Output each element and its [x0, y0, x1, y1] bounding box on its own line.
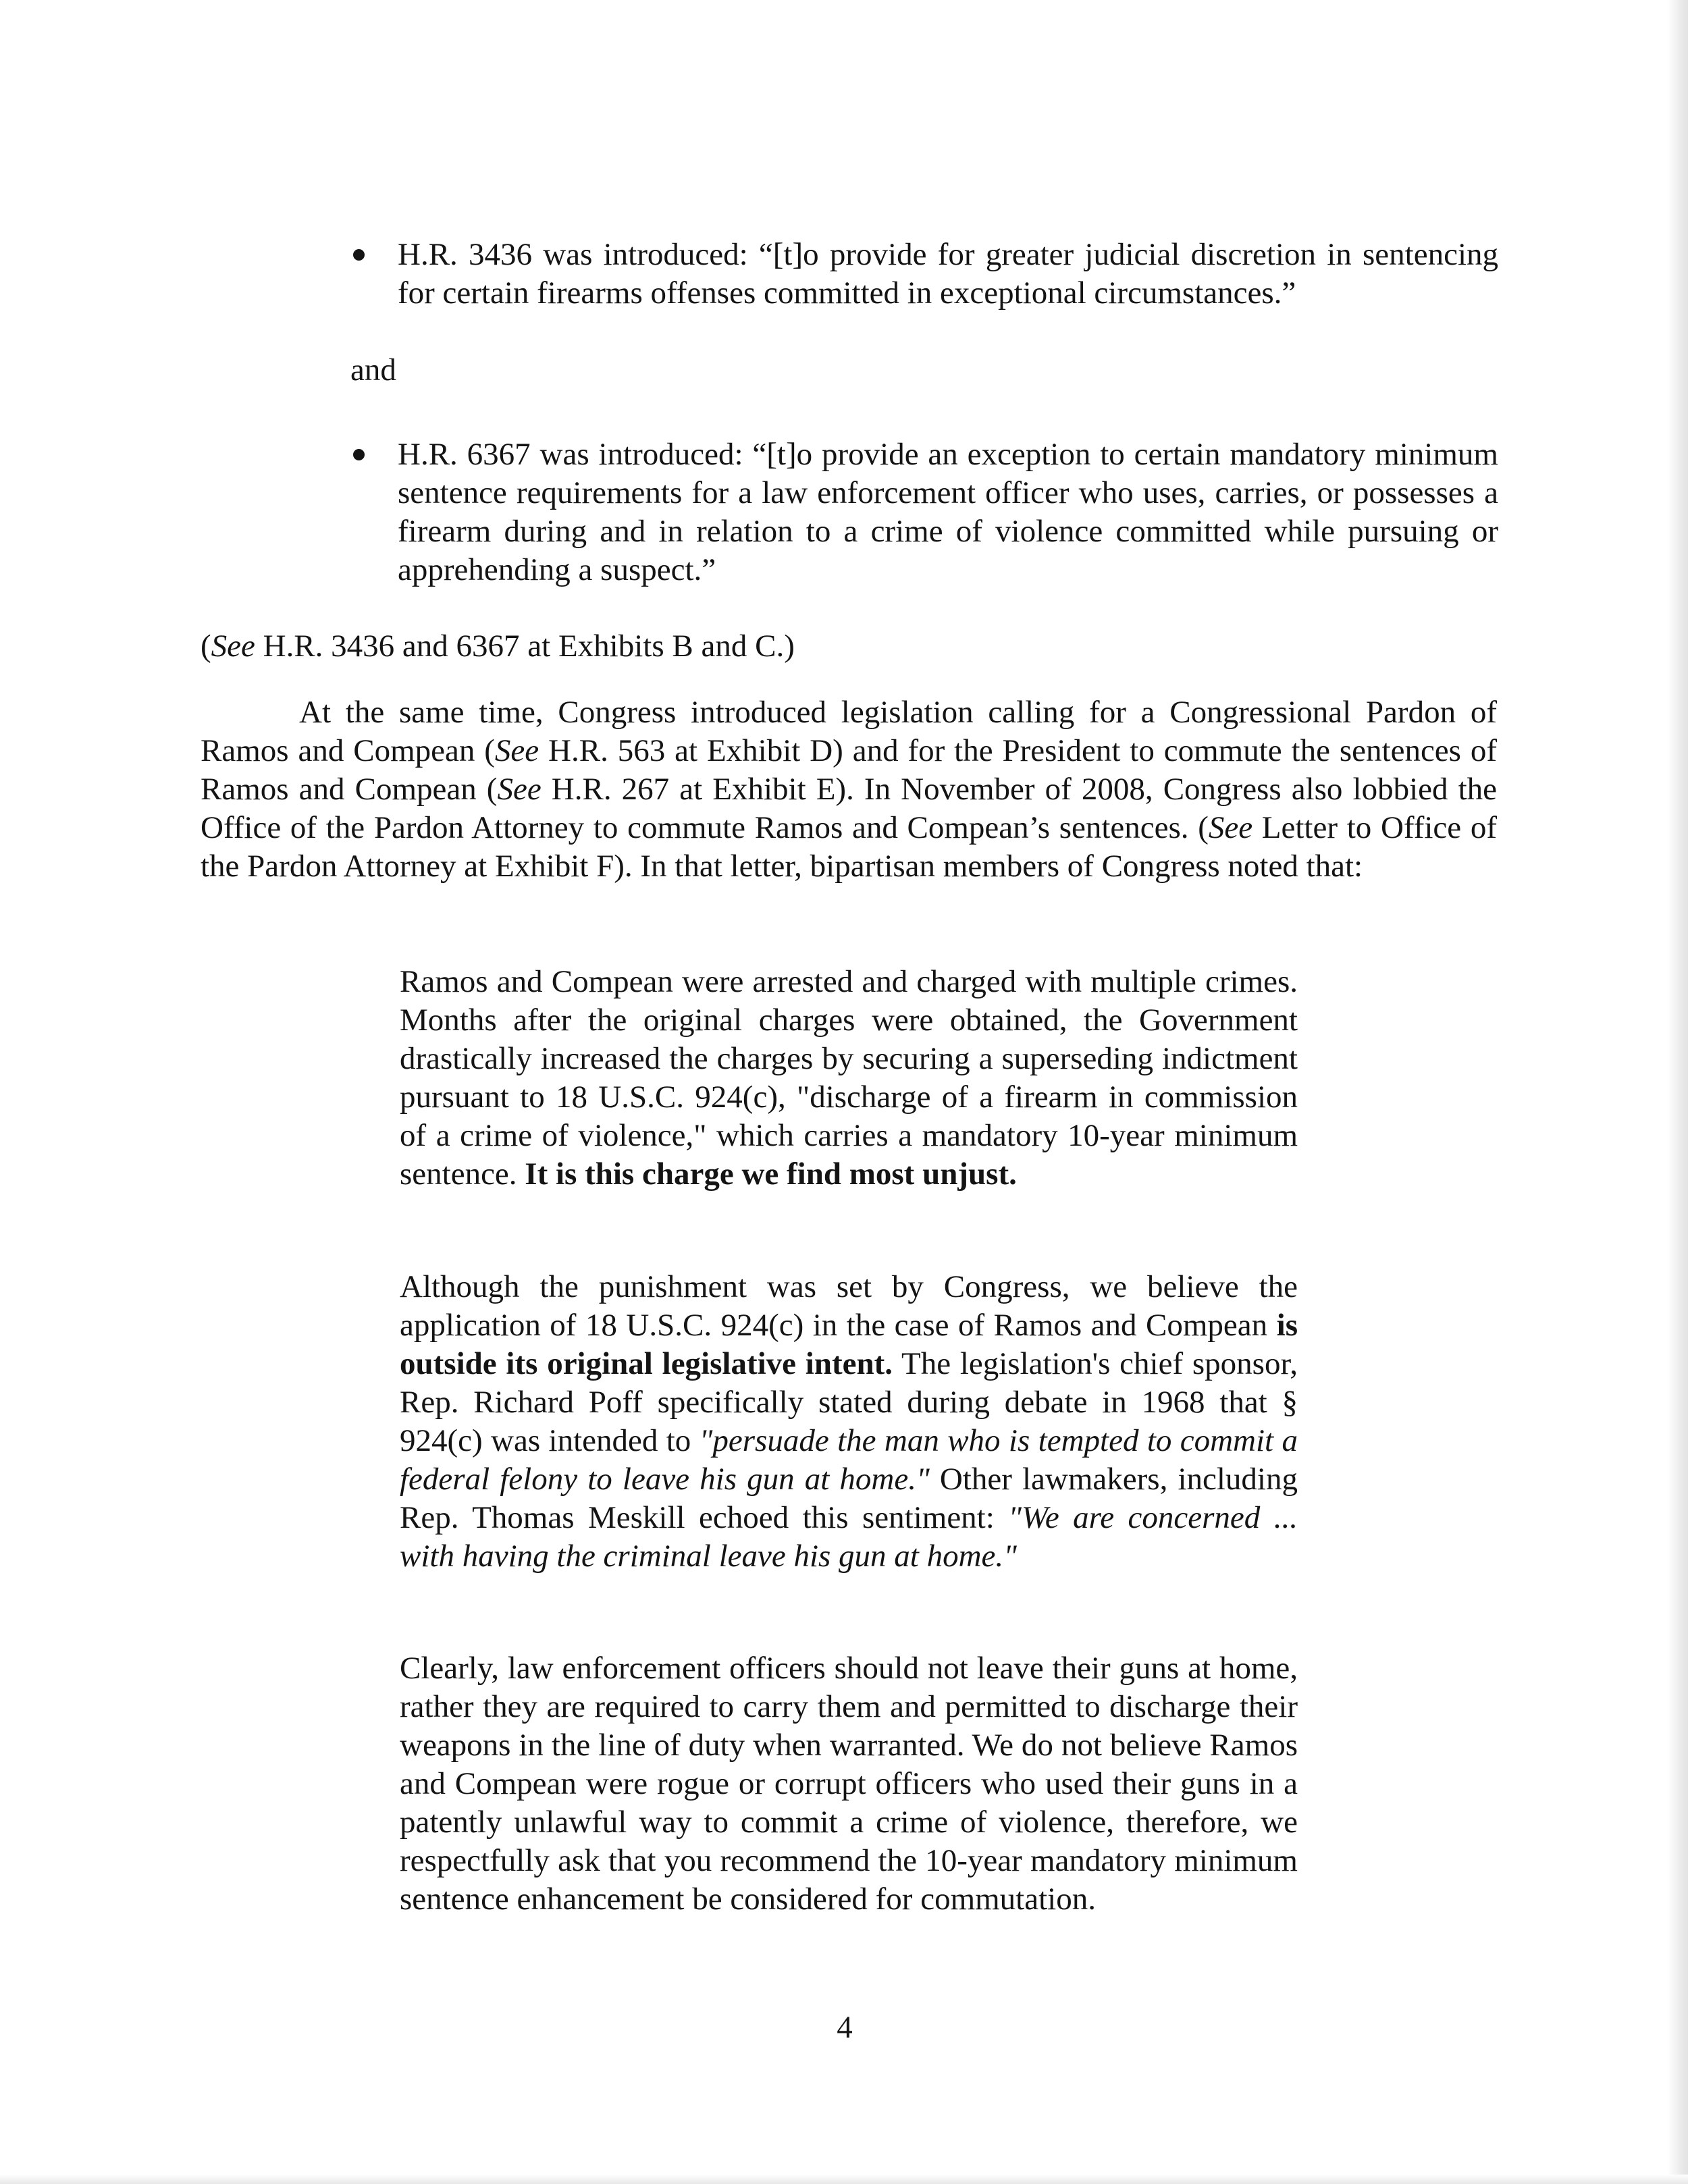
- paragraph-text: H.R. 267 at Exhibit E). In November of 2008, Congress also lobbied the Office of the Pardon Attorney to commute Ramos and Compean’s sentences. (: [201, 772, 1497, 845]
- open-paren: (: [201, 629, 211, 664]
- block-quote-1: [400, 963, 1298, 1194]
- bullet-text: H.R. 6367 was introduced: “[t]o provide an exception to certain mandatory minimum sentence requirements for a law enforcement officer who uses, carries, or possesses a firearm during and in relation to a crime of violence committed while pursuing or apprehending a suspect.”: [398, 437, 1498, 587]
- quote-italic: "persuade the man who is tempted to commit a federal felony to leave his gun at home.": [400, 1423, 1298, 1497]
- paragraph-text: H.R. 563 at Exhibit D) and for the President to commute the sentences of Ramos and Compean (: [201, 733, 1498, 807]
- see-signal: See: [497, 772, 542, 807]
- quote-emphasis: It is this charge we find most unjust.: [525, 1156, 1017, 1192]
- page-edge-shadow: [1668, 0, 1688, 2184]
- citation-rest: H.R. 3436 and 6367 at Exhibits B and C.): [255, 629, 795, 664]
- exhibit-citation: [201, 627, 795, 666]
- connector-and: and: [350, 352, 396, 388]
- body-paragraph: [201, 693, 1497, 886]
- paragraph-text: Letter to Office of the Pardon Attorney at Exhibit F). In that letter, bipartisan members of Congress noted that:: [201, 810, 1497, 884]
- paragraph-text: At the same time, Congress introduced legislation calling for a Congressional Pardon of Ramos and Compean (: [201, 695, 1497, 768]
- quote-text: Ramos and Compean were arrested and charged with multiple crimes. Months after the original charges were obtained, the Government drastically increased the charges by securing a superseding indictment pursuant to 18 U.S.C. 924(c), "discharge of a firearm in commission of a crime of violence," which carries a mandatory 10-year minimum sentence.: [400, 964, 1298, 1192]
- bullet-text: H.R. 3436 was introduced: “[t]o provide for greater judicial discretion in sentencing for certain firearms offenses committed in exceptional circumstances.”: [398, 237, 1498, 311]
- quote-text: Although the punishment was set by Congress, we believe the application of 18 U.S.C. 924(c) in the case of Ramos and Compean: [400, 1269, 1298, 1343]
- see-signal: See: [1208, 810, 1253, 845]
- see-signal: See: [211, 629, 255, 664]
- quote-emphasis: is outside its original legislative intent.: [400, 1308, 1298, 1381]
- quote-italic: "We are concerned ... with having the criminal leave his gun at home.": [400, 1500, 1298, 1574]
- page-number: 4: [837, 2010, 853, 2045]
- see-signal: See: [494, 733, 539, 768]
- page-bottom-edge: [0, 2175, 1688, 2184]
- block-quote-3: Clearly, law enforcement officers should not leave their guns at home, rather they are required to carry them and permitted to discharge their weapons in the line of duty when warranted. We do not believe Ramos and Compean were rogue or corrupt officers who used their guns in a patently unlawful way to commit a crime of violence, therefore, we respectfully ask that you recommend the 10-year mandatory minimum sentence enhancement be considered for commutation.: [400, 1651, 1298, 1917]
- quote-text: Other lawmakers, including Rep. Thomas Meskill echoed this sentiment:: [400, 1462, 1298, 1535]
- block-quote-2: [400, 1268, 1298, 1576]
- quote-text: The legislation's chief sponsor, Rep. Richard Poff specifically stated during debate in 1968 that § 924(c) was intended to: [400, 1346, 1298, 1458]
